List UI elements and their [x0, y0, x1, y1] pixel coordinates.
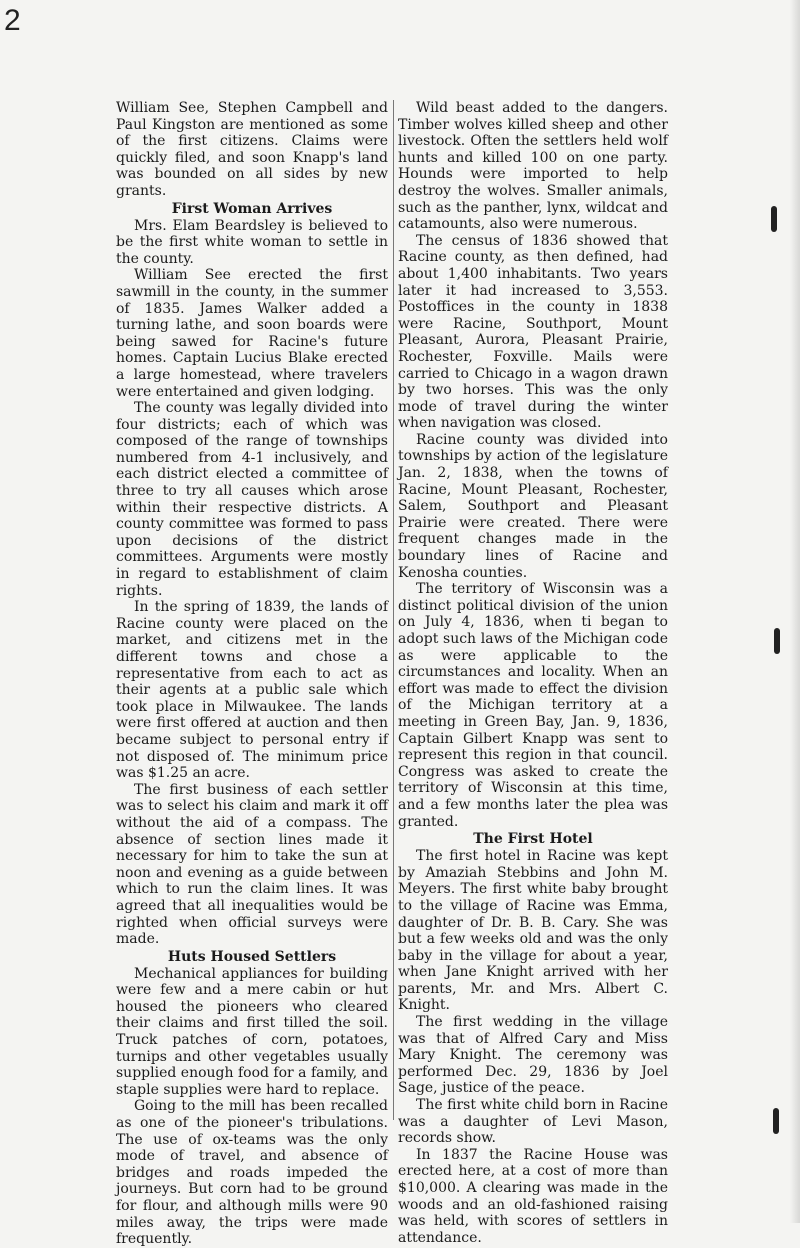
paragraph: William See erected the first sawmill in the county, in the summer of 1835. James Walker added a turning lathe, and soon boards were being sawed for Racine's future homes. Captain Lucius Blake erected a large homestead, where travelers were entertained and given lodging.	[116, 267, 388, 400]
paragraph: Mrs. Elam Beardsley is believed to be the first white woman to settle in the county.	[116, 217, 388, 267]
paragraph: Racine county was divided into townships by action of the legislature Jan. 2, 1838, when the towns of Racine, Mount Pleasant, Rochester, Salem, Southport and Pleasant Prairie were created. There were frequent changes made in the boundary lines of Racine and Kenosha counties.	[398, 431, 668, 581]
page-number: 2	[4, 4, 21, 37]
column-divider	[393, 100, 394, 1120]
section-heading: The First Hotel	[473, 831, 593, 848]
article-column-right	[398, 100, 668, 1246]
section-heading: Huts Housed Settlers	[167, 948, 337, 965]
binding-hole-mark	[771, 206, 777, 232]
paragraph: The first wedding in the village was that of Alfred Cary and Miss Mary Knight. The ceremony was performed Dec. 29, 1836 by Joel Sage, justice of the peace.	[398, 1014, 668, 1097]
binding-hole-mark	[774, 628, 780, 654]
paragraph: The first business of each settler was to select his claim and mark it off without the aid of a compass. The absence of section lines made it necessary for him to take the sun at noon and evening as a guide between which to run the claim lines. It was agreed that all inequalities would be righted when official surveys were made.	[116, 781, 388, 948]
paragraph: Going to the mill has been recalled as one of the pioneer's tribulations. The use of ox-teams was the only mode of travel, and absence of bridges and roads impeded the journeys. But corn had to be ground for flour, and although mills were 90 miles away, the trips were made frequently.	[116, 1098, 388, 1248]
paragraph: The first hotel in Racine was kept by Amaziah Stebbins and John M. Meyers. The first white baby brought to the village of Racine was Emma, daughter of Dr. B. B. Cary. She was but a few weeks old and was the only baby in the village for about a year, when Jane Knight arrived with her parents, Mr. and Mrs. Albert C. Knight.	[398, 848, 668, 1014]
paragraph: In the spring of 1839, the lands of Racine county were placed on the market, and citizens met in the different towns and chose a representative from each to act as their agents at a public sale which took place in Milwaukee. The lands were first offered at auction and then became subject to personal entry if not disposed of. The minimum price was $1.25 an acre.	[116, 599, 388, 782]
article-column-left	[116, 100, 388, 1248]
paragraph: Wild beast added to the dangers. Timber wolves killed sheep and other livestock. Often the settlers held wolf hunts and killed 100 on one party. Hounds were imported to help destroy the wolves. Smaller animals, such as the panther, lynx, wildcat and catamounts, also were numerous.	[398, 100, 668, 233]
paragraph: The census of 1836 showed that Racine county, as then defined, had about 1,400 inhabitants. Two years later it had increased to 3,553. Postoffices in the county in 1838 were Racine, Southport, Mount Pleasant, Aurora, Pleasant Prairie, Rochester, Foxville. Mails were carried to Chicago in a wagon drawn by two horses. This was the only mode of travel during the winter when navigation was closed.	[398, 232, 668, 432]
paragraph: In 1837 the Racine House was erected here, at a cost of more than $10,000. A clearing was made in the woods and an old-fashioned raising was held, with scores of settlers in attendance.	[398, 1146, 668, 1246]
binding-hole-mark	[773, 1108, 779, 1134]
paragraph: Mechanical appliances for building were few and a mere cabin or hut housed the pioneers who cleared their claims and first tilled the soil. Truck patches of corn, potatoes, turnips and other vegetables usually supplied enough food for a family, and staple supplies were hard to replace.	[116, 965, 388, 1098]
paragraph: William See, Stephen Campbell and Paul Kingston are mentioned as some of the first citizens. Claims were quickly filed, and soon Knapp's land was bounded on all sides by new grants.	[116, 100, 388, 199]
page-edge-shadow	[790, 0, 800, 1223]
section-heading: First Woman Arrives	[171, 200, 333, 217]
paragraph: The first white child born in Racine was a daughter of Levi Mason, records show.	[398, 1097, 668, 1147]
paragraph: The county was legally divided into four districts; each of which was composed of the range of townships numbered from 4-1 inclusively, and each district elected a committee of three to try all causes which arose within their respective districts. A county committee was formed to pass upon decisions of the district committees. Arguments were mostly in regard to establishment of claim rights.	[116, 400, 388, 599]
paragraph: The territory of Wisconsin was a distinct political division of the union on July 4, 1836, when ti began to adopt such laws of the Michigan code as were applicable to the circumstances and locality. When an effort was made to effect the division of the Michigan territory at a meeting in Green Bay, Jan. 9, 1836, Captain Gilbert Knapp was sent to represent this region in that council. Congress was asked to create the territory of Wisconsin at this time, and a few months later the plea was granted.	[398, 581, 668, 830]
